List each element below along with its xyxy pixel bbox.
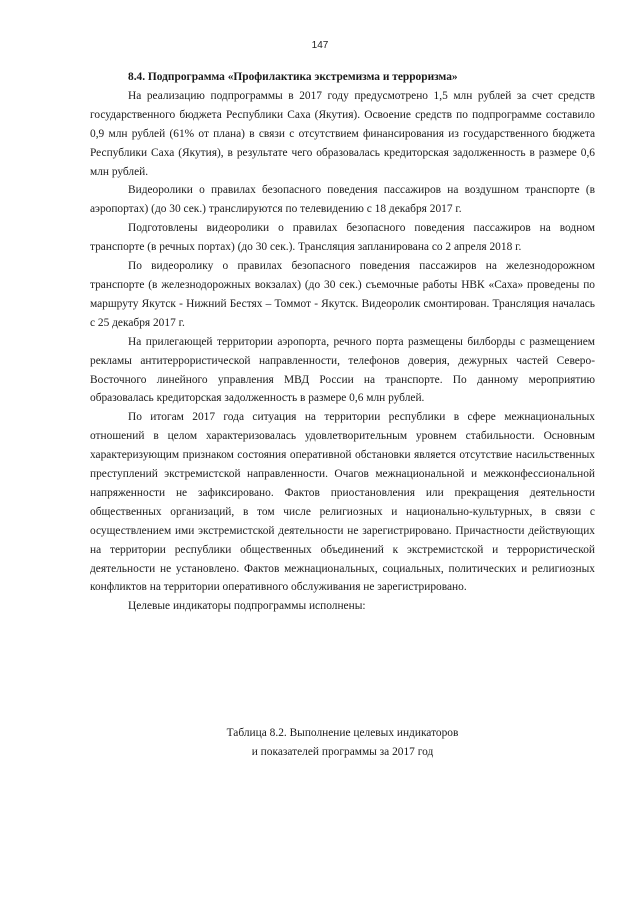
table-caption xyxy=(90,724,595,761)
paragraph-funding: На реализацию подпрограммы в 2017 году предусмотрено 1,5 млн рублей за счет средств государственного бюджета Республики Саха (Якутия). Освоение средств по подпрограмме составило 0,9 млн рублей (61% от плана) в связи с отсутствием финансирования из государственного бюджета Республики Саха (Якутия), в результате чего образовалась кредиторская задолженность в размере 0,6 млн рублей. xyxy=(90,89,595,178)
section-body xyxy=(90,68,595,616)
table-caption-line-2: и показателей программы за 2017 год xyxy=(251,745,434,758)
paragraph-air-transport: Видеоролики о правилах безопасного поведения пассажиров на воздушном транспорте (в аэропортах) (до 30 сек.) транслируются по телевидению с 18 декабря 2017 г. xyxy=(90,184,595,216)
paragraph-billboards: На прилегающей территории аэропорта, речного порта размещены билборды с размещением рекламы антитеррористической направленности, телефонов доверия, дежурных частей Северо-Восточного линейного управления МВД России на транспорте. По данному мероприятию образовалась кредиторская задолженность в размере 0,6 млн рублей. xyxy=(90,335,595,405)
paragraph-water-transport: Подготовлены видеоролики о правилах безопасного поведения пассажиров на водном транспорте (в речных портах) (до 30 сек.). Трансляция запланирована со 2 апреля 2018 г. xyxy=(90,222,595,254)
paragraph-rail-transport: По видеоролику о правилах безопасного поведения пассажиров на железнодорожном транспорте (в железнодорожных вокзалах) (до 30 сек.) съемочные работы НВК «Саха» проведены по маршруту Якутск - Нижний Бестях – Томмот - Якутск. Видеоролик смонтирован. Трансляция началась с 25 декабря 2017 г. xyxy=(90,260,595,329)
section-heading: 8.4. Подпрограмма «Профилактика экстремизма и терроризма» xyxy=(128,71,458,83)
paragraph-indicators: Целевые индикаторы подпрограммы исполнены: xyxy=(128,600,366,613)
paragraph-results: По итогам 2017 года ситуация на территории республики в сфере межнациональных отношений в целом характеризовалась удовлетворительным уровнем стабильности. Основным характеризующим признаком состояния оперативной обстановки является отсутствие насильственных преступлений экстремистской направленности. Очагов межнациональной и межконфессиональной напряженности не зафиксировано. Фактов приостановления или прекращения деятельности общественных организаций, в том числе религиозных и национально-культурных, в связи с осуществлением ими экстремистской деятельности не зарегистрировано. Причастности действующих на территории республики общественных объединений к экстремистской и террористической деятельности не установлено. Фактов межнациональных, социальных, политических и религиозных конфликтов на территории оперативного обслуживания не зарегистрировано. xyxy=(90,411,595,594)
page-number: 147 xyxy=(311,40,329,51)
table-caption-line-1: Таблица 8.2. Выполнение целевых индикаторов xyxy=(226,727,459,739)
